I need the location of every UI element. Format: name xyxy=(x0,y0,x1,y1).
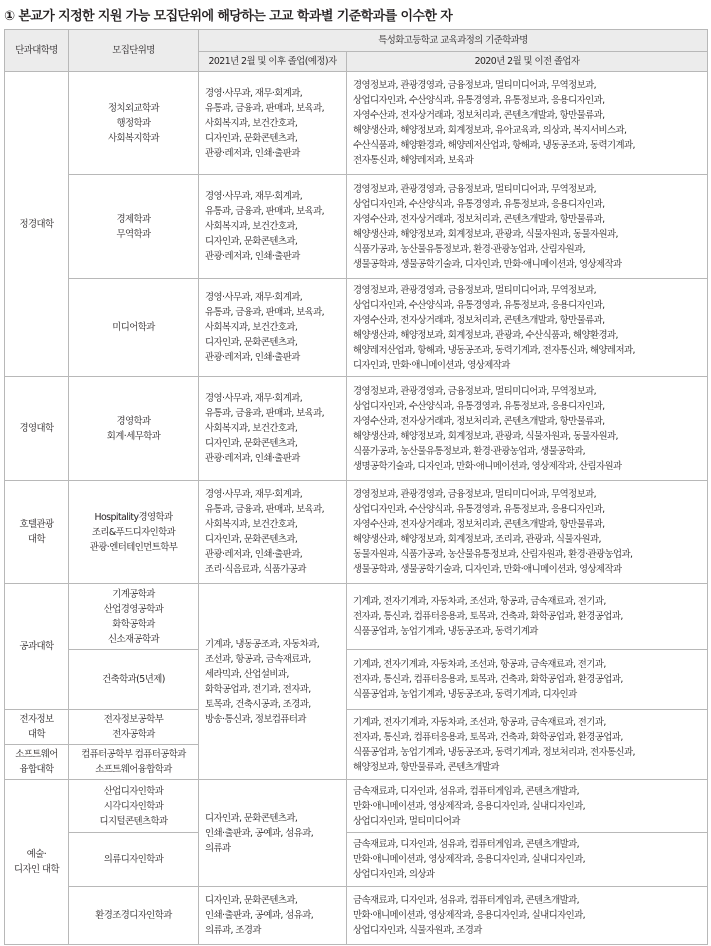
cell-line: 미디어학과 xyxy=(112,322,155,333)
cell-line: 관광·레저과, 인쇄·출판과 xyxy=(205,352,300,363)
cell-line: 디자인과, 문화콘텐츠과, xyxy=(205,812,298,824)
cell-line: 자영수산과, 전자상거래과, 정보처리과, 콘텐츠개발과, 항만물류과, xyxy=(353,213,605,225)
before-cell xyxy=(347,710,708,780)
cell-line: 전자공학과 xyxy=(112,729,155,740)
college-cell xyxy=(5,72,69,377)
cell-line: 경영정보과, 관광경영과, 금융정보과, 멀티미디어과, 무역정보과, xyxy=(353,183,597,195)
cell-line: 해양정보과, 항만물류과, 콘텐츠개발과 xyxy=(353,761,499,773)
cell-line: 화학공업과, 전기과, 전자과, xyxy=(205,683,311,695)
cell-line: 조리&푸드디자인학과 xyxy=(91,526,176,538)
college-cell xyxy=(5,377,69,481)
cell-line: 디자인과, 문화콘텐츠과, xyxy=(205,534,298,545)
cell-line: 디자인과, 만화·애니메이션과, 영상제작과 xyxy=(353,359,510,371)
cell-line: 사회복지과, 보건간호과, xyxy=(205,423,298,434)
cell-line: 의류과, 조경과 xyxy=(205,925,261,936)
table-row xyxy=(5,584,708,650)
cell-line: 유통과, 금융과, 판매과, 보육과, xyxy=(205,504,325,515)
cell-line: 상업디자인과, 수산양식과, 유통경영과, 유통정보과, 응용디자인과, xyxy=(353,299,605,311)
cell-line: 융합대학 xyxy=(19,764,54,775)
cell-line: 디자인과, 문화콘텐츠과, xyxy=(205,236,298,247)
after-cell xyxy=(199,279,347,377)
cell-line: 디자인과, 문화콘텐츠과, xyxy=(205,337,298,348)
cell-line: 디자인과, 문화콘텐츠과, xyxy=(205,895,298,906)
header-before: 2020년 2월 및 이전 졸업자 xyxy=(347,52,708,72)
cell-line: 상업디자인과, 멀티미디어과 xyxy=(353,815,460,827)
cell-line: 소프트웨어 xyxy=(15,749,58,760)
cell-line: 조리·식음료과, 식품가공과 xyxy=(205,564,306,575)
cell-line: 경영정보과, 관광경영과, 금융정보과, 멀티미디어과, 무역정보과, xyxy=(353,284,597,296)
cell-line: 조선과, 항공과, 금속재료과, xyxy=(205,653,311,665)
unit-cell xyxy=(69,887,199,945)
cell-line: 경영대학 xyxy=(19,423,54,434)
cell-line: 경영·사무과, 재무·회계과, xyxy=(205,292,303,303)
cell-line: 해양생산과, 해양정보과, 회계정보과, 관광과, 식물자원과, 동물자원과, xyxy=(353,228,618,240)
cell-line: 전자정보 xyxy=(19,714,54,725)
cell-line: 만화·애니메이션과, 영상제작과, 응용디자인과, 실내디자인과, xyxy=(353,910,586,921)
table-row xyxy=(5,780,708,833)
cell-line: 식품가공과, 농산물유통정보과, 환경·관광농업과, 생물공학과, xyxy=(353,445,586,457)
cell-line: 만화·애니메이션과, 영상제작과, 응용디자인과, 실내디자인과, xyxy=(353,800,586,812)
cell-line: 식품공업과, 농업기계과, 냉동공조과, 동력기계과 xyxy=(353,626,538,637)
college-cell xyxy=(5,780,69,945)
cell-line: 유통과, 금융과, 판매과, 보육과, xyxy=(205,102,325,114)
cell-line: 방송·통신과, 정보컴퓨터과 xyxy=(205,713,306,725)
cell-line: 산업디자인학과 xyxy=(103,785,164,797)
cell-line: 호텔관광 xyxy=(19,519,54,530)
cell-line: 행정학과 xyxy=(116,117,151,129)
cell-line: 기계과, 전자기계과, 자동차과, 조선과, 항공과, 금속재료과, 전기과, xyxy=(353,659,606,670)
college-cell xyxy=(5,745,69,780)
cell-line: 동물자원과, 식품가공과, 농산물유통정보과, 산림자원과, 환경·관광농업과, xyxy=(353,549,633,560)
cell-line: 금속재료과, 디자인과, 섬유과, 컴퓨터게임과, 콘텐츠개발과, xyxy=(353,839,580,850)
cell-line: 의류과 xyxy=(205,842,231,854)
cell-line: 자영수산과, 전자상거래과, 정보처리과, 콘텐츠개발과, 항만물류과, xyxy=(353,110,605,121)
before-cell xyxy=(347,72,708,175)
cell-line: 생물공학과, 생물공학기술과, 디자인과, 만화·애니메이션과, 영상제작과 xyxy=(353,564,622,575)
cell-line: 전자과, 통신과, 컴퓨터응용과, 토목과, 건축과, 화학공업과, 환경공업과, xyxy=(353,674,623,685)
unit-cell xyxy=(69,833,199,887)
cell-line: 생물공학과, 생물공학기술과, 디자인과, 만화·애니메이션과, 영상제작과 xyxy=(353,258,622,270)
cell-line: 자영수산과, 전자상거래과, 정보처리과, 콘텐츠개발과, 항만물류과, xyxy=(353,519,605,530)
cell-line: 경영·사무과, 재무·회계과, xyxy=(205,489,303,500)
before-cell xyxy=(347,481,708,584)
after-cell xyxy=(199,481,347,584)
table-row xyxy=(5,377,708,481)
cell-line: 생명공학기술과, 디자인과, 만화·애니메이션과, 영상제작과, 산림자원과 xyxy=(353,460,622,472)
cell-line: 화학공학과 xyxy=(112,618,155,630)
cell-line: 유통과, 금융과, 판매과, 보육과, xyxy=(205,408,325,419)
unit-cell xyxy=(69,710,199,745)
header-college: 단과대학명 xyxy=(5,30,69,72)
cell-line: 상업디자인과, 수산양식과, 유통경영과, 유통정보과, 응용디자인과, xyxy=(353,504,605,515)
cell-line: 경영·사무과, 재무·회계과, xyxy=(205,87,303,99)
unit-cell xyxy=(69,72,199,175)
table-row xyxy=(5,481,708,584)
cell-line: 금속재료과, 디자인과, 섬유과, 컴퓨터게임과, 콘텐츠개발과, xyxy=(353,895,580,906)
table-row xyxy=(5,279,708,377)
after-cell xyxy=(199,780,347,887)
header-unit: 모집단위명 xyxy=(69,30,199,72)
cell-line: 정경대학 xyxy=(19,218,54,230)
cell-line: 경영정보과, 관광경영과, 금융정보과, 멀티미디어과, 무역정보과, xyxy=(353,385,597,397)
cell-line: 인쇄·출판과, 공예과, 섬유과, xyxy=(205,827,314,839)
table-row xyxy=(5,175,708,279)
unit-cell xyxy=(69,377,199,481)
cell-line: 경영정보과, 관광경영과, 금융정보과, 멀티미디어과, 무역정보과, xyxy=(353,80,597,91)
after-cell xyxy=(199,72,347,175)
cell-line: 환경조경디자인학과 xyxy=(95,910,172,921)
cell-line: 디자인 대학 xyxy=(14,864,59,875)
cell-line: 수산식품과, 해양환경과, 해양레저산업과, 항해과, 냉동공조과, 동력기계과, xyxy=(353,140,635,151)
cell-line: 대학 xyxy=(27,729,45,740)
before-cell xyxy=(347,279,708,377)
cell-line: 기계공학과 xyxy=(112,588,155,600)
cell-line: 경영학과 xyxy=(116,415,151,427)
after-cell xyxy=(199,377,347,481)
cell-line: 경영·사무과, 재무·회계과, xyxy=(205,191,303,202)
before-cell xyxy=(347,780,708,833)
unit-cell xyxy=(69,481,199,584)
cell-line: 사회복지학과 xyxy=(107,132,160,144)
college-cell xyxy=(5,710,69,745)
cell-line: 상업디자인과, 수산양식과, 유통경영과, 유통정보과, 응용디자인과, xyxy=(353,400,605,412)
cell-line: 신소재공학과 xyxy=(107,633,160,645)
cell-line: 관광·레저과, 인쇄·출판과 xyxy=(205,251,300,262)
cell-line: 해양생산과, 해양정보과, 회계정보과, 조리과, 관광과, 식물자원과, xyxy=(353,534,601,545)
cell-line: 소프트웨어융합학과 xyxy=(95,764,172,775)
cell-line: 세라믹과, 산업설비과, xyxy=(205,668,289,680)
before-cell xyxy=(347,650,708,710)
cell-line: 공과대학 xyxy=(19,641,54,652)
cell-line: 식품공업과, 농업기계과, 냉동공조과, 동력기계과, 디자인과 xyxy=(353,689,577,700)
header-after: 2021년 2월 및 이후 졸업(예정)자 xyxy=(199,52,347,72)
cell-line: 경영·사무과, 재무·회계과, xyxy=(205,393,303,404)
unit-cell xyxy=(69,279,199,377)
criteria-table xyxy=(4,29,708,945)
cell-line: 자영수산과, 전자상거래과, 정보처리과, 콘텐츠개발과, 항만물류과, xyxy=(353,415,605,427)
cell-line: 전자과, 통신과, 컴퓨터응용과, 토목과, 건축과, 화학공업과, 환경공업과, xyxy=(353,611,623,622)
cell-line: 무역학과 xyxy=(116,228,151,240)
cell-line: 컴퓨터공학부 컴퓨터공학과 xyxy=(81,749,186,760)
cell-line: 의류디자인학과 xyxy=(103,854,164,865)
unit-cell xyxy=(69,584,199,650)
cell-line: 전자정보공학부 xyxy=(103,714,164,725)
cell-line: 식품공업과, 농업기계과, 냉동공조과, 동력기계과, 정보처리과, 전자통신과, xyxy=(353,746,635,758)
cell-line: 유통과, 금융과, 판매과, 보육과, xyxy=(205,206,325,217)
table-row xyxy=(5,72,708,175)
cell-line: 사회복지과, 보건간호과, xyxy=(205,221,298,232)
after-cell xyxy=(199,887,347,945)
before-cell xyxy=(347,584,708,650)
before-cell xyxy=(347,833,708,887)
cell-line: 상업디자인과, 수산양식과, 유통경영과, 유통정보과, 응용디자인과, xyxy=(353,95,605,106)
cell-line: 기계과, 냉동공조과, 자동차과, xyxy=(205,638,320,650)
cell-line: 유통과, 금융과, 판매과, 보육과, xyxy=(205,307,325,318)
cell-line: 정치외교학과 xyxy=(107,102,160,114)
cell-line: 식품가공과, 농산물유통정보과, 환경·관광농업과, 산림자원과, xyxy=(353,243,586,255)
page-heading: ① 본교가 지정한 지원 가능 모집단위에 해당하는 고교 학과별 기준학과를 이수한 자 xyxy=(4,9,453,24)
cell-line: 관광·레저과, 인쇄·출판과 xyxy=(205,147,300,159)
cell-line: 산업경영공학과 xyxy=(103,603,164,615)
unit-cell xyxy=(69,780,199,833)
cell-line: 경제학과 xyxy=(116,213,151,225)
cell-line: 전자통신과, 해양레저과, 보육과 xyxy=(353,155,474,166)
cell-line: 상업디자인과, 식물자원과, 조경과 xyxy=(353,925,482,936)
unit-cell xyxy=(69,175,199,279)
cell-line: 상업디자인과, 수산양식과, 유통경영과, 유통정보과, 응용디자인과, xyxy=(353,198,605,210)
cell-line: 디자인과, 문화콘텐츠과, xyxy=(205,438,298,449)
cell-line: 대학 xyxy=(27,534,45,545)
before-cell xyxy=(347,377,708,481)
cell-line: 경영정보과, 관광경영과, 금융정보과, 멀티미디어과, 무역정보과, xyxy=(353,489,597,500)
cell-line: 토목과, 건축시공과, 조경과, xyxy=(205,698,311,710)
header-group: 특성화고등학교 교육과정의 기준학과명 xyxy=(199,30,708,52)
unit-cell xyxy=(69,745,199,780)
after-cell xyxy=(199,175,347,279)
cell-line: 회계·세무학과 xyxy=(106,430,161,442)
cell-line: 전자과, 통신과, 컴퓨터응용과, 토목과, 건축과, 화학공업과, 환경공업과, xyxy=(353,731,623,743)
cell-line: 사회복지과, 보건간호과, xyxy=(205,519,298,530)
cell-line: 관광·레저과, 인쇄·출판과, xyxy=(205,549,303,560)
cell-line: 기계과, 전자기계과, 자동차과, 조선과, 항공과, 금속재료과, 전기과, xyxy=(353,716,606,728)
cell-line: 관광·엔터테인먼트학부 xyxy=(89,541,178,553)
table-row xyxy=(5,650,708,710)
college-cell xyxy=(5,481,69,584)
cell-line: 해양생산과, 해양정보과, 회계정보과, 관광과, 수산식품과, 해양환경과, xyxy=(353,329,618,341)
cell-line: 사회복지과, 보건간호과, xyxy=(205,322,298,333)
cell-line: 디지털콘텐츠학과 xyxy=(99,815,168,827)
cell-line: 디자인과, 문화콘텐츠과, xyxy=(205,132,298,144)
table-row xyxy=(5,833,708,887)
cell-line: 예술· xyxy=(26,849,47,860)
college-cell xyxy=(5,584,69,710)
cell-line: 금속재료과, 디자인과, 섬유과, 컴퓨터게임과, 콘텐츠개발과, xyxy=(353,785,580,797)
cell-line: 해양레저산업과, 항해과, 냉동공조과, 동력기계과, 전자통신과, 해양레저과, xyxy=(353,344,635,356)
cell-line: 해양생산과, 해양정보과, 회계정보과, 관광과, 식물자원과, 동물자원과, xyxy=(353,430,618,442)
cell-line: 관광·레저과, 인쇄·출판과 xyxy=(205,453,300,464)
cell-line: 해양생산과, 해양정보과, 회계정보과, 유아교육과, 의상과, 복지서비스과, xyxy=(353,125,627,136)
cell-line: 인쇄·출판과, 공예과, 섬유과, xyxy=(205,910,314,921)
after-cell xyxy=(199,584,347,780)
cell-line: 기계과, 전자기계과, 자동차과, 조선과, 항공과, 금속재료과, 전기과, xyxy=(353,596,606,607)
cell-line: 사회복지과, 보건간호과, xyxy=(205,117,298,129)
cell-line: 상업디자인과, 의상과 xyxy=(353,869,435,880)
table-row xyxy=(5,710,708,745)
unit-cell xyxy=(69,650,199,710)
before-cell xyxy=(347,887,708,945)
cell-line: 만화·애니메이션과, 영상제작과, 응용디자인과, 실내디자인과, xyxy=(353,854,586,865)
before-cell xyxy=(347,175,708,279)
cell-line: 자영수산과, 전자상거래과, 정보처리과, 콘텐츠개발과, 항만물류과, xyxy=(353,314,605,326)
cell-line: Hospitality경영학과 xyxy=(94,511,173,523)
cell-line: 시각디자인학과 xyxy=(103,800,164,812)
table-row xyxy=(5,887,708,945)
cell-line: 건축학과(5년제) xyxy=(102,674,165,685)
